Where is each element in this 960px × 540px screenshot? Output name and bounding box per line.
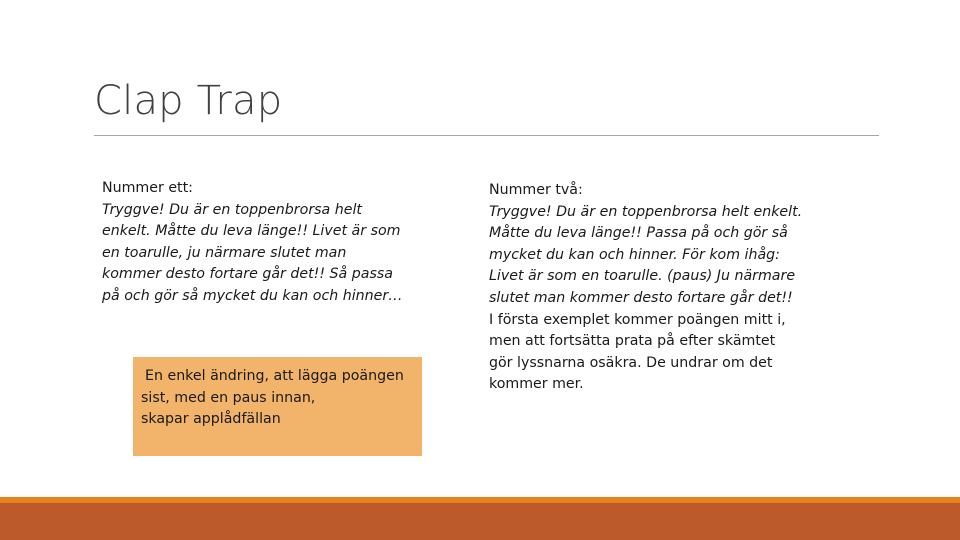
title-divider <box>94 135 879 136</box>
right-text-line: Måtte du leva länge!! Passa på och gör så <box>489 225 788 242</box>
left-text-line: enkelt. Måtte du leva länge!! Livet är som <box>102 223 401 240</box>
left-heading: Nummer ett: <box>102 180 193 196</box>
footer-bar <box>0 503 960 540</box>
right-text-block <box>489 180 819 396</box>
right-text-line: kommer mer. <box>489 376 584 393</box>
right-text-line: men att fortsätta prata på efter skämtet <box>489 333 776 350</box>
right-text-line: I första exemplet kommer poängen mitt i, <box>489 311 786 328</box>
left-text-line: kommer desto fortare går det!! Så passa <box>102 266 393 283</box>
callout-text-line: sist, med en paus innan, <box>141 389 316 406</box>
left-text-block <box>102 178 422 308</box>
callout-text-line: skapar applådfällan <box>141 411 281 428</box>
slide-title: Clap Trap <box>94 78 283 124</box>
left-text-line: på och gör så mycket du kan och hinner… <box>102 287 403 304</box>
callout-text-line: En enkel ändring, att lägga poängen <box>145 368 404 384</box>
right-text-line: Livet är som en toarulle. (paus) Ju närmare <box>489 268 796 285</box>
right-text-line: mycket du kan och hinner. För kom ihåg: <box>489 246 780 263</box>
callout-box <box>133 357 422 456</box>
right-heading: Nummer två: <box>489 182 583 198</box>
left-text-line: Tryggve! Du är en toppenbrorsa helt <box>102 201 362 218</box>
right-text-line: Tryggve! Du är en toppenbrorsa helt enkelt. <box>489 203 803 220</box>
left-text-line: en toarulle, ju närmare slutet man <box>102 244 347 261</box>
right-text-line: gör lyssnarna osäkra. De undrar om det <box>489 354 773 371</box>
right-text-line: slutet man kommer desto fortare går det!! <box>489 289 793 306</box>
